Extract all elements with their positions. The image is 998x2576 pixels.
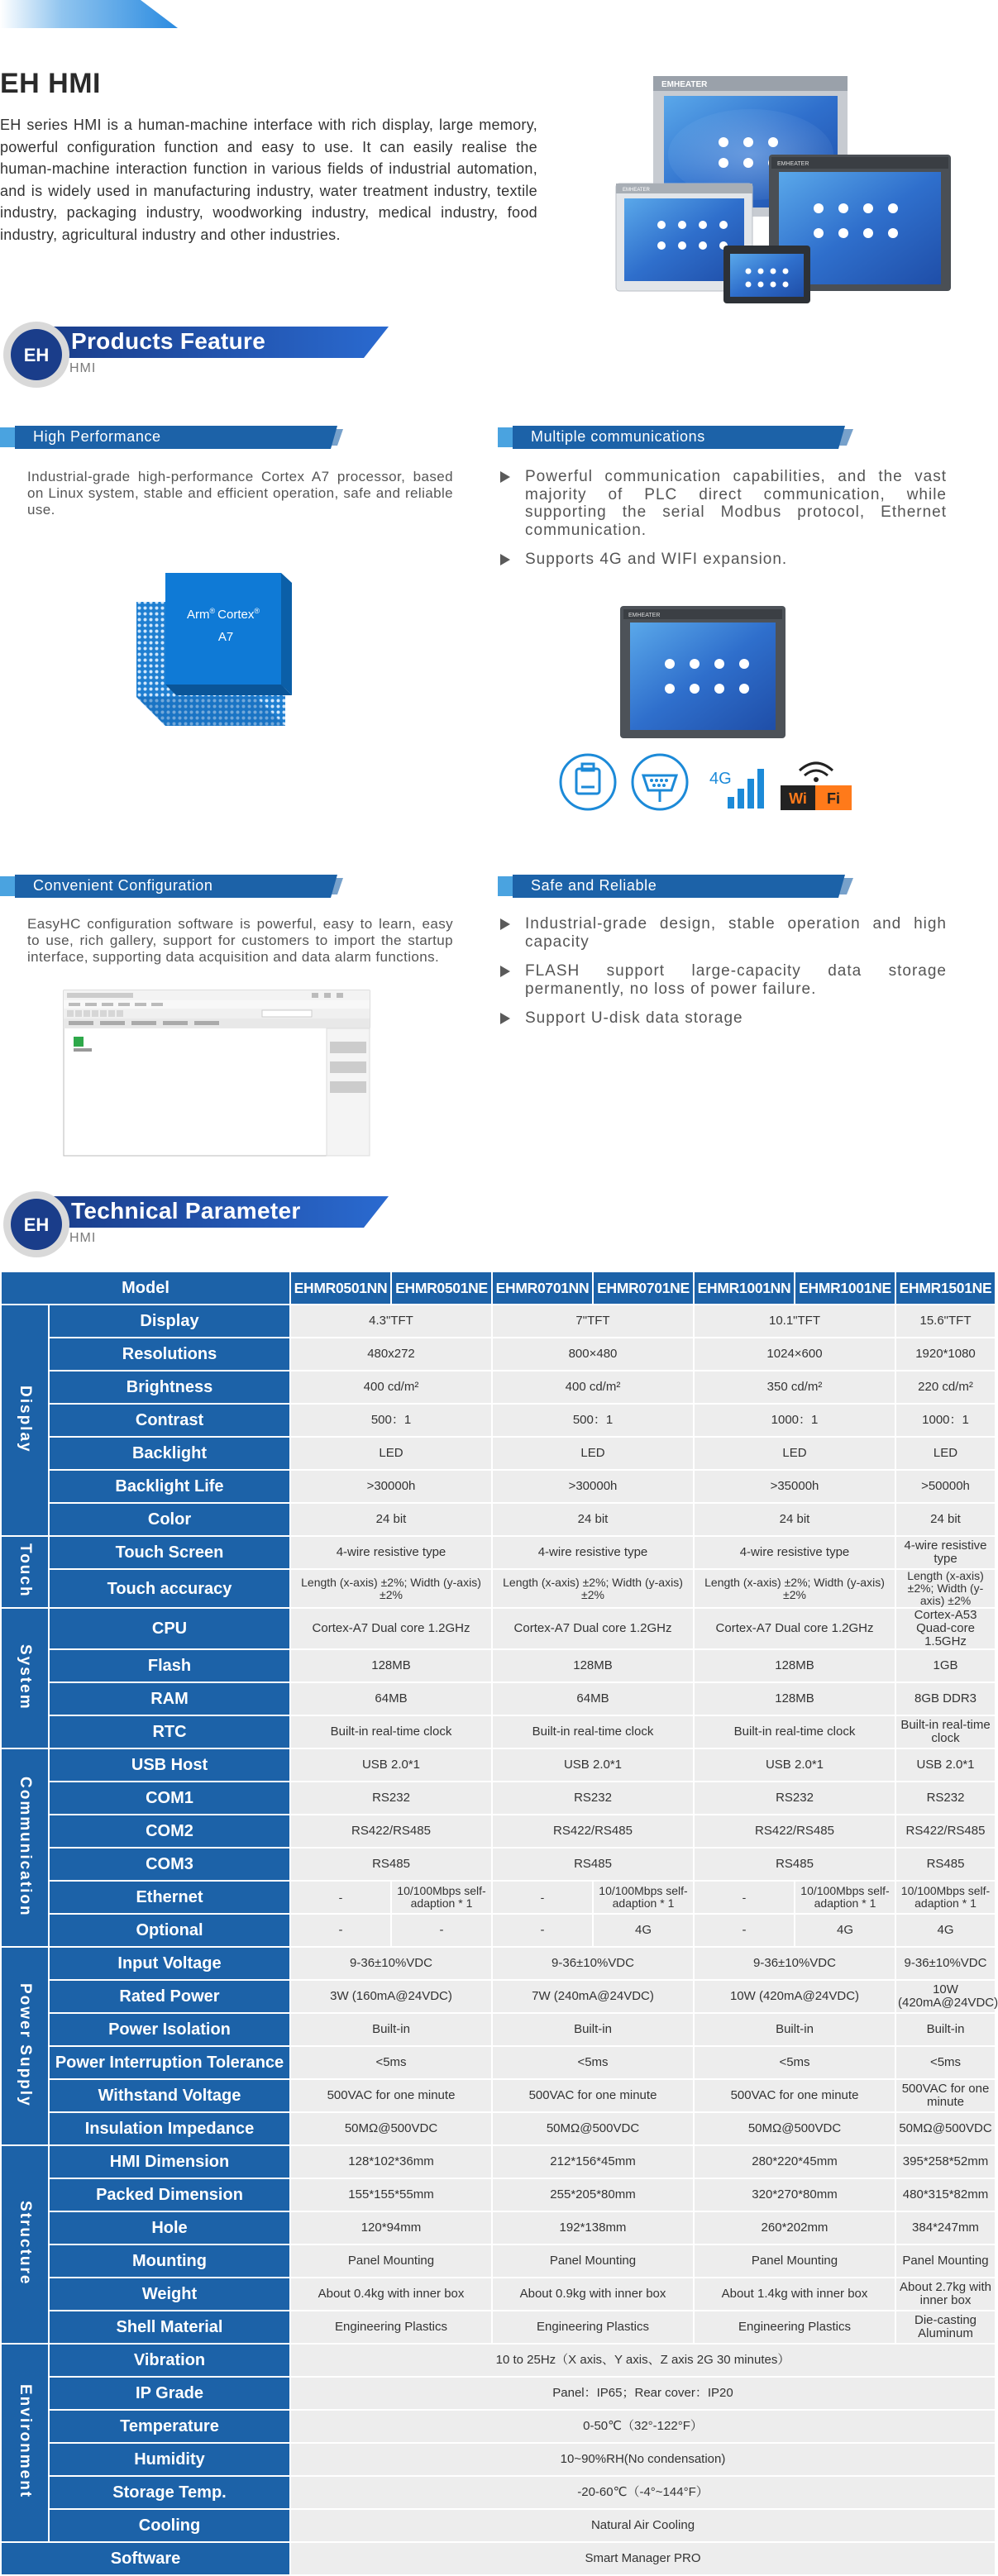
row-label: COM1 xyxy=(49,1782,290,1815)
group-label-system xyxy=(1,1608,49,1748)
hmi-device-photo xyxy=(620,606,786,738)
cell-value: 24 bit xyxy=(895,1503,996,1536)
cell-value: Length (x-axis) ±2%; Width (y-axis) ±2% xyxy=(290,1569,492,1608)
table-row-vibration xyxy=(1,2344,996,2377)
easyhc-software-screenshot xyxy=(64,990,370,1156)
cell-value: 50MΩ@500VDC xyxy=(290,2112,492,2145)
cell-value: 9-36±10%VDC xyxy=(895,1947,996,1980)
feature-header-safe-reliable xyxy=(498,875,853,898)
row-label: Hole xyxy=(49,2211,290,2244)
model-label: Model xyxy=(1,1271,290,1305)
model-header: EHMR0701NN xyxy=(492,1271,593,1305)
svg-text:EMHEATER: EMHEATER xyxy=(777,161,809,167)
cell-value: Panel Mounting xyxy=(694,2244,895,2278)
technical-parameter-header xyxy=(0,1188,389,1257)
cell-value: >30000h xyxy=(290,1470,492,1503)
row-label: COM3 xyxy=(49,1848,290,1881)
cell-value: USB 2.0*1 xyxy=(492,1748,694,1782)
row-label: Backlight xyxy=(49,1437,290,1470)
row-label: RTC xyxy=(49,1715,290,1748)
cell-value: 4G xyxy=(795,1914,895,1947)
model-header: EHMR1501NE xyxy=(895,1271,996,1305)
table-row-touch-accuracy xyxy=(1,1569,996,1608)
cell-value: Panel Mounting xyxy=(895,2244,996,2278)
cell-value: 15.6"TFT xyxy=(895,1305,996,1338)
hmi-product-photo xyxy=(616,76,996,308)
cell-value: LED xyxy=(694,1437,895,1470)
cell-value: 1GB xyxy=(895,1649,996,1682)
cell-value: Engineering Plastics xyxy=(290,2311,492,2344)
table-row-hole xyxy=(1,2211,996,2244)
table-row-cooling xyxy=(1,2509,996,2542)
table-row-software xyxy=(1,2542,996,2575)
bullet-triangle-icon xyxy=(500,1013,510,1024)
row-label: USB Host xyxy=(49,1748,290,1782)
ethernet-port-icon xyxy=(558,752,624,812)
table-row-ip-grade xyxy=(1,2377,996,2410)
page-title: EH HMI xyxy=(0,68,101,99)
cell-value: 350 cd/m² xyxy=(694,1371,895,1404)
table-row-com1 xyxy=(1,1782,996,1815)
feature-header-high-performance xyxy=(0,426,343,449)
arm-cortex-chip-icon xyxy=(136,565,302,730)
row-label: Storage Temp. xyxy=(49,2476,290,2509)
cell-value: 10/100Mbps self-adaption * 1 xyxy=(593,1881,694,1914)
table-row-resolutions xyxy=(1,1338,996,1371)
svg-text:Fi: Fi xyxy=(827,790,840,807)
group-label-environment xyxy=(1,2344,49,2542)
table-row-humidity xyxy=(1,2443,996,2476)
cell-value: Built-in xyxy=(290,2013,492,2046)
cell-value: 4-wire resistive type xyxy=(290,1536,492,1569)
cell-value: 24 bit xyxy=(492,1503,694,1536)
table-row-power-isolation xyxy=(1,2013,996,2046)
cell-value: Built-in xyxy=(694,2013,895,2046)
table-row-ram xyxy=(1,1682,996,1715)
cell-value: LED xyxy=(492,1437,694,1470)
table-row-com3 xyxy=(1,1848,996,1881)
cell-value: RS485 xyxy=(895,1848,996,1881)
cell-value: RS232 xyxy=(694,1782,895,1815)
group-label-text: System xyxy=(17,1643,34,1710)
table-row-power-interruption xyxy=(1,2046,996,2079)
cell-value: 1920*1080 xyxy=(895,1338,996,1371)
group-label-text: Touch xyxy=(17,1543,34,1598)
cell-value: Natural Air Cooling xyxy=(290,2509,996,2542)
cell-value: Built-in real-time clock xyxy=(290,1715,492,1748)
section-subtitle: HMI xyxy=(69,361,97,375)
row-label: Brightness xyxy=(49,1371,290,1404)
cell-value: RS232 xyxy=(492,1782,694,1815)
cell-value: Built-in xyxy=(492,2013,694,2046)
cell-value: 10/100Mbps self-adaption * 1 xyxy=(895,1881,996,1914)
cell-value: 24 bit xyxy=(290,1503,492,1536)
cell-value: RS422/RS485 xyxy=(290,1815,492,1848)
cell-value: 64MB xyxy=(492,1682,694,1715)
row-label: Input Voltage xyxy=(49,1947,290,1980)
model-header: EHMR1001NN xyxy=(694,1271,795,1305)
row-label: Resolutions xyxy=(49,1338,290,1371)
bullet-list-safe-reliable xyxy=(500,915,947,1039)
model-header: EHMR0701NE xyxy=(593,1271,694,1305)
cell-value: 4-wire resistive type xyxy=(492,1536,694,1569)
cell-value: 128MB xyxy=(694,1682,895,1715)
cell-value: <5ms xyxy=(694,2046,895,2079)
cell-value: 24 bit xyxy=(694,1503,895,1536)
cell-value: Length (x-axis) ±2%; Width (y-axis) ±2% xyxy=(694,1569,895,1608)
cell-value: Engineering Plastics xyxy=(694,2311,895,2344)
cell-value: - xyxy=(694,1914,795,1947)
cell-value: Panel Mounting xyxy=(290,2244,492,2278)
row-label: Backlight Life xyxy=(49,1470,290,1503)
cell-value: RS232 xyxy=(895,1782,996,1815)
group-label-text: Structure xyxy=(17,2201,34,2286)
table-row-brightness xyxy=(1,1371,996,1404)
table-row-packed-dimension xyxy=(1,2178,996,2211)
cell-value: 8GB DDR3 xyxy=(895,1682,996,1715)
table-row-ethernet xyxy=(1,1881,996,1914)
row-label: Touch Screen xyxy=(49,1536,290,1569)
4g-signal-icon xyxy=(709,752,776,812)
cell-value: Cortex-A7 Dual core 1.2GHz xyxy=(492,1608,694,1649)
group-label-display xyxy=(1,1305,49,1536)
cell-value: About 0.4kg with inner box xyxy=(290,2278,492,2311)
svg-text:Arm®Cortex®: Arm® Cortex® xyxy=(187,607,260,622)
svg-text:A7: A7 xyxy=(217,630,234,644)
row-label: Software xyxy=(1,2542,290,2575)
svg-text:EMHEATER: EMHEATER xyxy=(661,80,708,89)
svg-text:Wi: Wi xyxy=(789,790,807,807)
feature-header-multiple-communications xyxy=(498,426,853,449)
feature-title: Safe and Reliable xyxy=(531,877,657,894)
group-label-text: Power Supply xyxy=(17,1982,34,2107)
cell-value: 10.1"TFT xyxy=(694,1305,895,1338)
cell-value: Cortex-A7 Dual core 1.2GHz xyxy=(694,1608,895,1649)
bullet-item: Powerful communication capabilities, and the vast majority of PLC direct communication, while supporting the serial Modbus protocol, Ethernet communication. xyxy=(500,468,947,539)
row-label: Insulation Impedance xyxy=(49,2112,290,2145)
cell-value: 10W (420mA@24VDC) xyxy=(694,1980,895,2013)
cell-value: About 1.4kg with inner box xyxy=(694,2278,895,2311)
cell-value: Built-in real-time clock xyxy=(492,1715,694,1748)
bullet-item: Industrial-grade design, stable operation and high capacity xyxy=(500,915,947,951)
cell-value: 128MB xyxy=(694,1649,895,1682)
row-label: Withstand Voltage xyxy=(49,2079,290,2112)
row-label: Color xyxy=(49,1503,290,1536)
cell-value: <5ms xyxy=(895,2046,996,2079)
row-label: IP Grade xyxy=(49,2377,290,2410)
svg-text:EMHEATER: EMHEATER xyxy=(628,613,661,618)
cell-value: 384*247mm xyxy=(895,2211,996,2244)
feature-title: High Performance xyxy=(33,428,161,445)
cell-value: RS422/RS485 xyxy=(694,1815,895,1848)
cell-value: 280*220*45mm xyxy=(694,2145,895,2178)
cell-value: USB 2.0*1 xyxy=(694,1748,895,1782)
cell-value: RS422/RS485 xyxy=(895,1815,996,1848)
model-header: EHMR0501NE xyxy=(391,1271,492,1305)
table-row-shell-material xyxy=(1,2311,996,2344)
row-label: RAM xyxy=(49,1682,290,1715)
cell-value: About 0.9kg with inner box xyxy=(492,2278,694,2311)
cell-value: 400 cd/m² xyxy=(290,1371,492,1404)
model-header: EHMR1001NE xyxy=(795,1271,895,1305)
row-label: Packed Dimension xyxy=(49,2178,290,2211)
bullet-item: Support U-disk data storage xyxy=(500,1009,947,1028)
cell-value: 50MΩ@500VDC xyxy=(694,2112,895,2145)
cell-value: Panel Mounting xyxy=(492,2244,694,2278)
cell-value: - xyxy=(290,1881,391,1914)
cell-value: Smart Manager PRO xyxy=(290,2542,996,2575)
cell-value: 500VAC for one minute xyxy=(694,2079,895,2112)
section-subtitle: HMI xyxy=(69,1231,97,1245)
cell-value: 7"TFT xyxy=(492,1305,694,1338)
bullet-triangle-icon xyxy=(500,471,510,483)
cell-value: 212*156*45mm xyxy=(492,2145,694,2178)
cell-value: 9-36±10%VDC xyxy=(492,1947,694,1980)
table-row-flash xyxy=(1,1649,996,1682)
group-label-text: Environment xyxy=(17,2384,34,2499)
group-label-structure xyxy=(1,2145,49,2344)
row-label: Flash xyxy=(49,1649,290,1682)
cell-value: Built-in xyxy=(895,2013,996,2046)
cell-value: - xyxy=(492,1881,593,1914)
cell-value: 4-wire resistive type xyxy=(694,1536,895,1569)
table-row-insulation xyxy=(1,2112,996,2145)
cell-value: 9-36±10%VDC xyxy=(290,1947,492,1980)
row-label: Temperature xyxy=(49,2410,290,2443)
cell-value: 155*155*55mm xyxy=(290,2178,492,2211)
cell-value: USB 2.0*1 xyxy=(895,1748,996,1782)
cell-value: <5ms xyxy=(492,2046,694,2079)
cell-value: LED xyxy=(290,1437,492,1470)
table-row-backlight xyxy=(1,1437,996,1470)
group-label-text: Display xyxy=(17,1385,34,1453)
cell-value: 400 cd/m² xyxy=(492,1371,694,1404)
cell-value: 395*258*52mm xyxy=(895,2145,996,2178)
eh-badge: EH xyxy=(23,1214,50,1235)
row-label: Touch accuracy xyxy=(49,1569,290,1608)
table-row-touch-screen xyxy=(1,1536,996,1569)
table-row-com2 xyxy=(1,1815,996,1848)
cell-value: - xyxy=(694,1881,795,1914)
cell-value: Engineering Plastics xyxy=(492,2311,694,2344)
cell-value: 1000：1 xyxy=(895,1404,996,1437)
table-row-weight xyxy=(1,2278,996,2311)
table-row-storage-temp xyxy=(1,2476,996,2509)
intro-description: EH series HMI is a human-machine interface with rich display, large memory, powerful configuration function and easy to use. It can easily realise the human-machine interaction function in various fields of industrial automation, and is widely used in manufacturing industry, water treatment industry, textile industry, packaging industry, woodworking industry, medical industry, food industry, agricultural industry and other industries. xyxy=(0,117,537,243)
wifi-icon xyxy=(779,752,853,812)
cell-value: 800×480 xyxy=(492,1338,694,1371)
table-row-usb-host xyxy=(1,1748,996,1782)
bullet-item: Supports 4G and WIFI expansion. xyxy=(500,551,947,569)
row-label: COM2 xyxy=(49,1815,290,1848)
cell-value: LED xyxy=(895,1437,996,1470)
cell-value: 255*205*80mm xyxy=(492,2178,694,2211)
group-label-text: Communication xyxy=(17,1776,34,1917)
cell-value: 50MΩ@500VDC xyxy=(492,2112,694,2145)
cell-value: 220 cd/m² xyxy=(895,1371,996,1404)
cell-value: Die-casting Aluminum xyxy=(895,2311,996,2344)
table-row-input-voltage xyxy=(1,1947,996,1980)
cell-value: >50000h xyxy=(895,1470,996,1503)
row-label: Rated Power xyxy=(49,1980,290,2013)
row-label: HMI Dimension xyxy=(49,2145,290,2178)
bullet-list-multiple-communications xyxy=(500,468,947,580)
cell-value: 260*202mm xyxy=(694,2211,895,2244)
cell-value: 9-36±10%VDC xyxy=(694,1947,895,1980)
cell-value: 500VAC for one minute xyxy=(492,2079,694,2112)
feature-text-convenient-configuration: EasyHC configuration software is powerful, easy to learn, easy to use, rich gallery, support for customers to import the startup interface, supporting data acquisition and data alarm functions. xyxy=(27,916,453,965)
cell-value: 320*270*80mm xyxy=(694,2178,895,2211)
table-row-mounting xyxy=(1,2244,996,2278)
row-label: Cooling xyxy=(49,2509,290,2542)
cell-value: 4.3"TFT xyxy=(290,1305,492,1338)
bullet-item: FLASH support large-capacity data storage permanently, no loss of power failure. xyxy=(500,962,947,998)
cell-value: About 2.7kg with inner box xyxy=(895,2278,996,2311)
cell-value: 10/100Mbps self-adaption * 1 xyxy=(795,1881,895,1914)
cell-value: 480x272 xyxy=(290,1338,492,1371)
eh-badge: EH xyxy=(23,345,50,365)
table-row-withstand-voltage xyxy=(1,2079,996,2112)
row-label: Vibration xyxy=(49,2344,290,2377)
table-row-cpu xyxy=(1,1608,996,1649)
section-title: Products Feature xyxy=(71,328,266,354)
section-title: Technical Parameter xyxy=(71,1198,301,1224)
row-label: Optional xyxy=(49,1914,290,1947)
group-label-communication xyxy=(1,1748,49,1947)
cell-value: 500：1 xyxy=(290,1404,492,1437)
cell-value: - xyxy=(290,1914,391,1947)
row-label: Ethernet xyxy=(49,1881,290,1914)
cell-value: RS485 xyxy=(694,1848,895,1881)
cell-value: 4-wire resistive type xyxy=(895,1536,996,1569)
cell-value: USB 2.0*1 xyxy=(290,1748,492,1782)
row-label: Display xyxy=(49,1305,290,1338)
cell-value: >30000h xyxy=(492,1470,694,1503)
row-label: CPU xyxy=(49,1608,290,1649)
cell-value: Length (x-axis) ±2%; Width (y-axis) ±2% xyxy=(895,1569,996,1608)
cell-value: 10W (420mA@24VDC) xyxy=(895,1980,996,2013)
feature-title: Multiple communications xyxy=(531,428,705,445)
table-row-hmi-dimension xyxy=(1,2145,996,2178)
cell-value: <5ms xyxy=(290,2046,492,2079)
table-row-contrast xyxy=(1,1404,996,1437)
feature-title: Convenient Configuration xyxy=(33,877,213,894)
table-row-model xyxy=(1,1271,996,1305)
model-header: EHMR0501NN xyxy=(290,1271,391,1305)
table-row-color xyxy=(1,1503,996,1536)
group-label-touch xyxy=(1,1536,49,1608)
group-label-power xyxy=(1,1947,49,2145)
cell-value: 3W (160mA@24VDC) xyxy=(290,1980,492,2013)
svg-text:4G: 4G xyxy=(709,770,732,788)
cell-value: - xyxy=(492,1914,593,1947)
cell-value: 500VAC for one minute xyxy=(290,2079,492,2112)
cell-value: 128MB xyxy=(492,1649,694,1682)
row-label: Weight xyxy=(49,2278,290,2311)
cell-value: Panel：IP65；Rear cover：IP20 xyxy=(290,2377,996,2410)
cell-value: -20-60℃（-4°~144°F） xyxy=(290,2476,996,2509)
row-label: Mounting xyxy=(49,2244,290,2278)
svg-text:EMHEATER: EMHEATER xyxy=(623,188,650,193)
cell-value: 128MB xyxy=(290,1649,492,1682)
cell-value: Length (x-axis) ±2%; Width (y-axis) ±2% xyxy=(492,1569,694,1608)
cell-value: 120*94mm xyxy=(290,2211,492,2244)
cell-value: 10~90%RH(No condensation) xyxy=(290,2443,996,2476)
cell-value: 64MB xyxy=(290,1682,492,1715)
cell-value: 4G xyxy=(895,1914,996,1947)
cell-value: 500：1 xyxy=(492,1404,694,1437)
cell-value: Built-in real-time clock xyxy=(694,1715,895,1748)
cell-value: RS485 xyxy=(290,1848,492,1881)
cell-value: 500VAC for one minute xyxy=(895,2079,996,2112)
cell-value: - xyxy=(391,1914,492,1947)
cell-value: 50MΩ@500VDC xyxy=(895,2112,996,2145)
cell-value: Built-in real-time clock xyxy=(895,1715,996,1748)
cell-value: >35000h xyxy=(694,1470,895,1503)
cell-value: Cortex-A53 Quad-core 1.5GHz xyxy=(895,1608,996,1649)
cell-value: RS232 xyxy=(290,1782,492,1815)
table-row-rtc xyxy=(1,1715,996,1748)
cell-value: 4G xyxy=(593,1914,694,1947)
table-row-display xyxy=(1,1305,996,1338)
bullet-triangle-icon xyxy=(500,918,510,930)
row-label: Humidity xyxy=(49,2443,290,2476)
cell-value: 10/100Mbps self-adaption * 1 xyxy=(391,1881,492,1914)
row-label: Power Isolation xyxy=(49,2013,290,2046)
feature-header-convenient-configuration xyxy=(0,875,343,898)
cell-value: Cortex-A7 Dual core 1.2GHz xyxy=(290,1608,492,1649)
cell-value: RS485 xyxy=(492,1848,694,1881)
row-label: Power Interruption Tolerance xyxy=(49,2046,290,2079)
row-label: Shell Material xyxy=(49,2311,290,2344)
cell-value: 10 to 25Hz（X axis、Y axis、Z axis 2G 30 minutes） xyxy=(290,2344,996,2377)
cell-value: 7W (240mA@24VDC) xyxy=(492,1980,694,2013)
feature-text-high-performance: Industrial-grade high-performance Cortex A7 processor, based on Linux system, stable and efficient operation, safe and reliable use. xyxy=(27,469,453,518)
table-row-rated-power xyxy=(1,1980,996,2013)
cell-value: 192*138mm xyxy=(492,2211,694,2244)
serial-port-icon xyxy=(630,752,696,812)
cell-value: 1000：1 xyxy=(694,1404,895,1437)
table-row-optional xyxy=(1,1914,996,1947)
cell-value: RS422/RS485 xyxy=(492,1815,694,1848)
bullet-triangle-icon xyxy=(500,554,510,565)
cell-value: 480*315*82mm xyxy=(895,2178,996,2211)
row-label: Contrast xyxy=(49,1404,290,1437)
table-row-backlight-life xyxy=(1,1470,996,1503)
technical-parameter-table xyxy=(0,1271,996,2576)
bullet-triangle-icon xyxy=(500,966,510,977)
table-row-temperature xyxy=(1,2410,996,2443)
cell-value: 0-50℃（32°-122°F） xyxy=(290,2410,996,2443)
top-accent-bar xyxy=(0,0,178,28)
cell-value: 128*102*36mm xyxy=(290,2145,492,2178)
cell-value: 1024×600 xyxy=(694,1338,895,1371)
products-feature-header xyxy=(0,318,389,388)
